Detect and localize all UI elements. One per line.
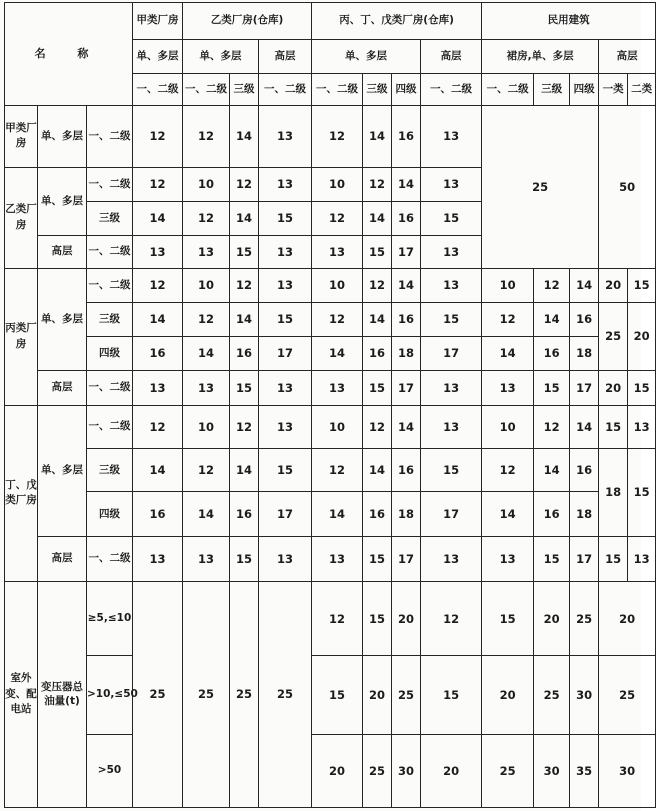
value-cell: 12 [363, 268, 392, 302]
value-cell: 14 [534, 449, 570, 492]
grade-g12: 一、二级 [133, 74, 183, 106]
value-cell: 14 [363, 302, 392, 336]
row-type: 单、多层 [38, 167, 87, 235]
row-type: 单、多层 [38, 106, 87, 168]
value-cell: 14 [133, 302, 183, 336]
value-cell: 16 [363, 336, 392, 370]
row-grade: 一、二级 [87, 370, 133, 405]
value-cell: 16 [133, 492, 183, 536]
header-civil-high: 高层 [599, 40, 656, 74]
value-cell: 13 [421, 405, 482, 448]
value-cell: 25 [133, 582, 183, 808]
value-cell: 13 [421, 370, 482, 405]
value-cell: 25 [599, 656, 656, 734]
value-cell: 16 [230, 336, 259, 370]
value-cell: 14 [392, 268, 421, 302]
row-label-dingwu: 丁、戊类厂房 [5, 405, 38, 581]
value-cell: 12 [230, 167, 259, 201]
value-cell: 20 [312, 734, 363, 807]
value-cell: 25 [183, 582, 230, 808]
value-cell: 13 [259, 167, 312, 201]
header-civil-podium: 裙房,单、多层 [482, 40, 599, 74]
value-cell: 20 [421, 734, 482, 807]
value-cell: 16 [392, 106, 421, 168]
value-cell: 20 [599, 582, 656, 656]
header-civil: 民用建筑 [482, 3, 656, 40]
value-cell: 17 [570, 536, 599, 581]
value-cell: 13 [628, 405, 656, 448]
value-cell: 14 [363, 201, 392, 235]
oil-quantity-label: 变压器总油量(t) [38, 582, 87, 808]
value-cell: 14 [392, 167, 421, 201]
value-cell: 13 [133, 370, 183, 405]
row-grade: 三级 [87, 302, 133, 336]
table-row [5, 734, 656, 807]
value-cell: 13 [183, 235, 230, 268]
civil-high-merged-cell: 50 [599, 106, 656, 269]
value-cell: 15 [230, 536, 259, 581]
value-cell: 13 [312, 536, 363, 581]
value-cell: 25 [230, 582, 259, 808]
value-cell: 15 [421, 302, 482, 336]
value-cell: 13 [183, 536, 230, 581]
value-cell: 12 [230, 268, 259, 302]
table-row [5, 582, 656, 656]
value-cell: 25 [599, 302, 628, 370]
value-cell: 18 [570, 336, 599, 370]
value-cell: 12 [363, 167, 392, 201]
header-jia-single: 单、多层 [133, 40, 183, 74]
row-type: 高层 [38, 235, 87, 268]
value-cell: 18 [392, 492, 421, 536]
table-row [5, 536, 656, 581]
fire-separation-distance-table [4, 2, 656, 808]
value-cell: 13 [421, 235, 482, 268]
value-cell: 14 [133, 449, 183, 492]
value-cell: 17 [421, 492, 482, 536]
table-row [5, 336, 656, 370]
value-cell: 20 [599, 268, 628, 302]
value-cell: 14 [183, 492, 230, 536]
grade-class2: 二类 [628, 74, 656, 106]
oil-range: ≥5,≤10 [87, 582, 133, 656]
value-cell: 10 [482, 268, 534, 302]
value-cell: 17 [392, 536, 421, 581]
value-cell: 16 [363, 492, 392, 536]
value-cell: 14 [230, 449, 259, 492]
value-cell: 13 [259, 370, 312, 405]
value-cell: 10 [312, 405, 363, 448]
table-row [5, 302, 656, 336]
value-cell: 15 [628, 268, 656, 302]
value-cell: 14 [230, 201, 259, 235]
row-grade: 一、二级 [87, 106, 133, 168]
value-cell: 14 [363, 449, 392, 492]
value-cell: 35 [570, 734, 599, 807]
value-cell: 15 [259, 201, 312, 235]
value-cell: 17 [392, 235, 421, 268]
value-cell: 15 [421, 201, 482, 235]
value-cell: 10 [312, 268, 363, 302]
value-cell: 20 [392, 582, 421, 656]
table-row [5, 106, 656, 168]
value-cell: 30 [599, 734, 656, 807]
value-cell: 13 [259, 235, 312, 268]
value-cell: 13 [421, 536, 482, 581]
value-cell: 14 [230, 106, 259, 168]
value-cell: 12 [183, 201, 230, 235]
value-cell: 13 [421, 106, 482, 168]
table-row [5, 492, 656, 536]
value-cell: 16 [570, 302, 599, 336]
value-cell: 12 [482, 302, 534, 336]
value-cell: 15 [230, 370, 259, 405]
grade-class1: 一类 [599, 74, 628, 106]
row-grade: 三级 [87, 201, 133, 235]
value-cell: 17 [392, 370, 421, 405]
value-cell: 17 [259, 336, 312, 370]
value-cell: 14 [363, 106, 392, 168]
value-cell: 16 [230, 492, 259, 536]
value-cell: 12 [183, 106, 230, 168]
row-label-jia: 甲类厂房 [5, 106, 38, 168]
value-cell: 15 [421, 449, 482, 492]
value-cell: 12 [133, 268, 183, 302]
row-grade: 三级 [87, 449, 133, 492]
grade-g3: 三级 [534, 74, 570, 106]
value-cell: 20 [599, 370, 628, 405]
value-cell: 13 [312, 370, 363, 405]
value-cell: 15 [482, 582, 534, 656]
value-cell: 16 [133, 336, 183, 370]
header-bdw-high: 高层 [421, 40, 482, 74]
value-cell: 15 [534, 370, 570, 405]
row-label-bing: 丙类厂房 [5, 268, 38, 405]
value-cell: 12 [312, 106, 363, 168]
value-cell: 13 [259, 106, 312, 168]
row-grade: 四级 [87, 492, 133, 536]
value-cell: 30 [570, 656, 599, 734]
header-bdw-single: 单、多层 [312, 40, 421, 74]
row-grade: 一、二级 [87, 167, 133, 201]
row-label-yi: 乙类厂房 [5, 167, 38, 268]
grade-g12: 一、二级 [421, 74, 482, 106]
row-type: 单、多层 [38, 405, 87, 536]
header-row-1 [5, 3, 656, 40]
value-cell: 13 [482, 370, 534, 405]
value-cell: 15 [599, 405, 628, 448]
value-cell: 15 [363, 536, 392, 581]
value-cell: 15 [259, 302, 312, 336]
value-cell: 12 [534, 268, 570, 302]
value-cell: 13 [421, 268, 482, 302]
value-cell: 14 [482, 492, 534, 536]
value-cell: 14 [534, 302, 570, 336]
value-cell: 12 [133, 167, 183, 201]
grade-g12: 一、二级 [312, 74, 363, 106]
value-cell: 13 [259, 268, 312, 302]
value-cell: 13 [183, 370, 230, 405]
value-cell: 12 [230, 405, 259, 448]
value-cell: 20 [628, 302, 656, 370]
value-cell: 12 [133, 405, 183, 448]
table-row [5, 405, 656, 448]
grade-g12: 一、二级 [183, 74, 230, 106]
value-cell: 14 [312, 492, 363, 536]
value-cell: 15 [230, 235, 259, 268]
value-cell: 12 [312, 302, 363, 336]
value-cell: 25 [570, 582, 599, 656]
value-cell: 12 [482, 449, 534, 492]
value-cell: 15 [628, 370, 656, 405]
value-cell: 12 [312, 201, 363, 235]
value-cell: 20 [534, 582, 570, 656]
value-cell: 15 [363, 370, 392, 405]
value-cell: 30 [534, 734, 570, 807]
value-cell: 12 [183, 449, 230, 492]
oil-range: >10,≤50 [87, 656, 133, 734]
value-cell: 15 [363, 582, 392, 656]
value-cell: 16 [392, 449, 421, 492]
value-cell: 17 [421, 336, 482, 370]
value-cell: 12 [312, 582, 363, 656]
value-cell: 10 [183, 405, 230, 448]
value-cell: 16 [534, 492, 570, 536]
header-yi-single: 单、多层 [183, 40, 259, 74]
value-cell: 14 [482, 336, 534, 370]
row-grade: 一、二级 [87, 268, 133, 302]
value-cell: 16 [570, 449, 599, 492]
value-cell: 15 [259, 449, 312, 492]
value-cell: 18 [392, 336, 421, 370]
value-cell: 20 [482, 656, 534, 734]
value-cell: 10 [312, 167, 363, 201]
value-cell: 14 [230, 302, 259, 336]
row-grade: 四级 [87, 336, 133, 370]
oil-range: >50 [87, 734, 133, 807]
value-cell: 10 [183, 268, 230, 302]
value-cell: 18 [570, 492, 599, 536]
row-grade: 一、二级 [87, 405, 133, 448]
value-cell: 12 [312, 449, 363, 492]
grade-g12: 一、二级 [259, 74, 312, 106]
value-cell: 17 [570, 370, 599, 405]
value-cell: 25 [534, 656, 570, 734]
table-row [5, 449, 656, 492]
row-type: 高层 [38, 370, 87, 405]
value-cell: 13 [133, 235, 183, 268]
row-type: 单、多层 [38, 268, 87, 370]
value-cell: 12 [421, 582, 482, 656]
value-cell: 15 [421, 656, 482, 734]
row-grade: 一、二级 [87, 235, 133, 268]
grade-g12: 一、二级 [482, 74, 534, 106]
value-cell: 14 [570, 405, 599, 448]
name-header: 名 称 [5, 3, 133, 106]
value-cell: 14 [392, 405, 421, 448]
value-cell: 25 [363, 734, 392, 807]
value-cell: 15 [628, 449, 656, 537]
value-cell: 15 [312, 656, 363, 734]
table-row [5, 656, 656, 734]
value-cell: 30 [392, 734, 421, 807]
table-row [5, 268, 656, 302]
value-cell: 25 [259, 582, 312, 808]
value-cell: 13 [259, 405, 312, 448]
value-cell: 12 [534, 405, 570, 448]
value-cell: 13 [482, 536, 534, 581]
value-cell: 12 [133, 106, 183, 168]
value-cell: 10 [482, 405, 534, 448]
value-cell: 13 [312, 235, 363, 268]
value-cell: 15 [363, 235, 392, 268]
value-cell: 18 [599, 449, 628, 537]
value-cell: 14 [312, 336, 363, 370]
value-cell: 17 [259, 492, 312, 536]
grade-g3: 三级 [230, 74, 259, 106]
header-yi-high: 高层 [259, 40, 312, 74]
header-bingdingwu: 丙、丁、戊类厂房(仓库) [312, 3, 482, 40]
value-cell: 16 [534, 336, 570, 370]
value-cell: 14 [570, 268, 599, 302]
value-cell: 13 [628, 536, 656, 581]
value-cell: 13 [421, 167, 482, 201]
value-cell: 13 [133, 536, 183, 581]
value-cell: 12 [183, 302, 230, 336]
value-cell: 16 [392, 302, 421, 336]
value-cell: 25 [392, 656, 421, 734]
row-grade: 一、二级 [87, 536, 133, 581]
value-cell: 14 [133, 201, 183, 235]
header-yi: 乙类厂房(仓库) [183, 3, 312, 40]
grade-g4: 四级 [392, 74, 421, 106]
header-jia: 甲类厂房 [133, 3, 183, 40]
row-type: 高层 [38, 536, 87, 581]
civil-merged-cell: 25 [482, 106, 599, 269]
grade-g3: 三级 [363, 74, 392, 106]
value-cell: 16 [392, 201, 421, 235]
value-cell: 15 [534, 536, 570, 581]
value-cell: 14 [183, 336, 230, 370]
value-cell: 10 [183, 167, 230, 201]
value-cell: 13 [259, 536, 312, 581]
grade-g4: 四级 [570, 74, 599, 106]
value-cell: 20 [363, 656, 392, 734]
value-cell: 12 [363, 405, 392, 448]
row-label-substation: 室外变、配电站 [5, 582, 38, 808]
table-row [5, 370, 656, 405]
value-cell: 25 [482, 734, 534, 807]
value-cell: 15 [599, 536, 628, 581]
